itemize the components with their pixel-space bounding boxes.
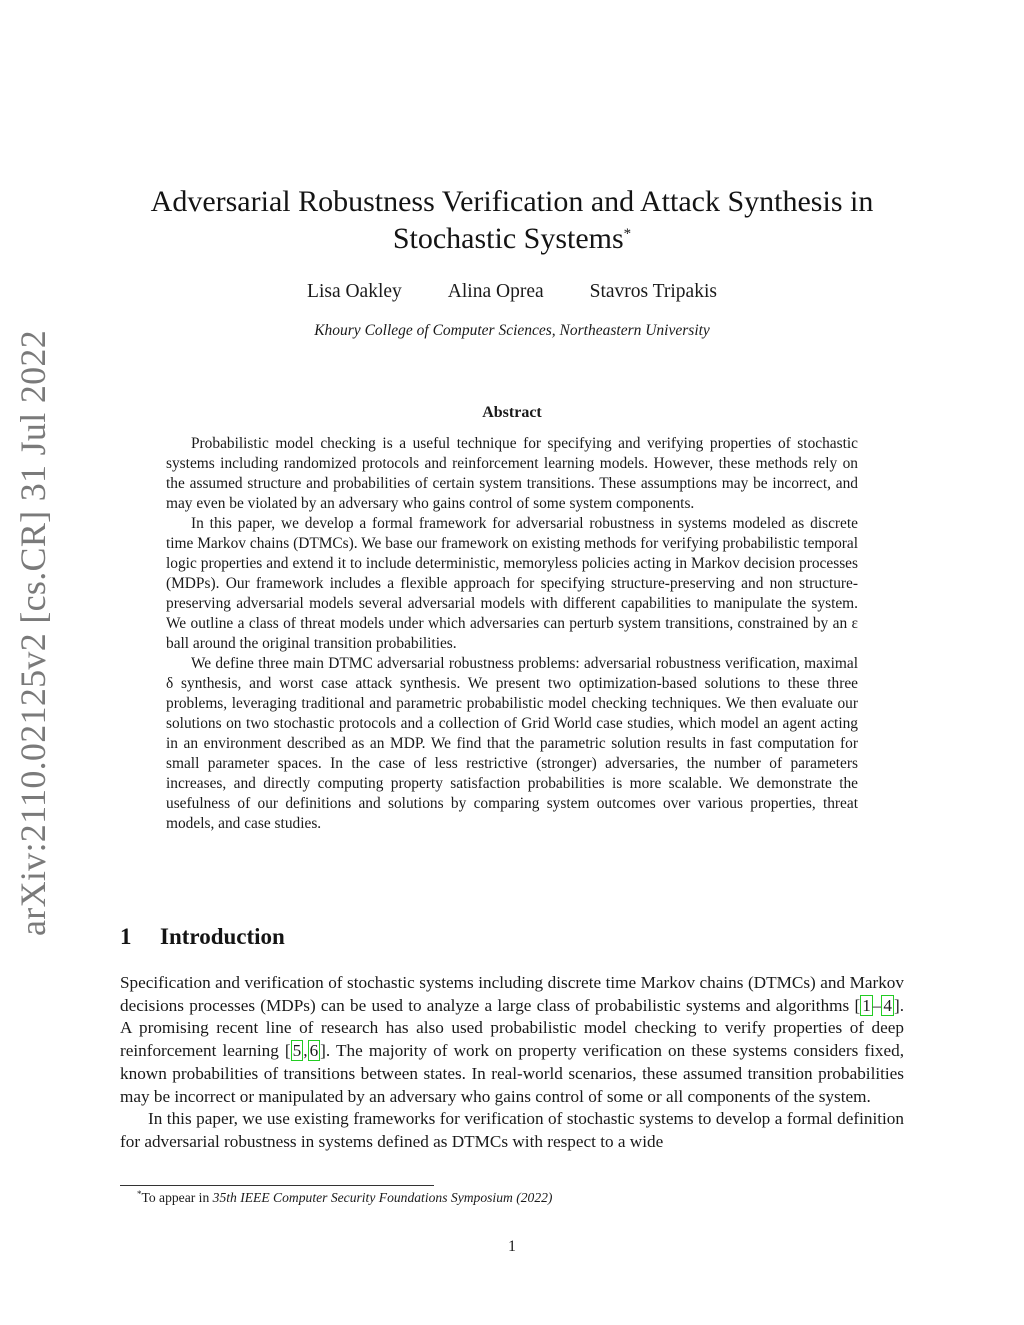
title-footnote-marker[interactable]: * — [623, 226, 632, 242]
section-number: 1 — [120, 924, 132, 949]
citation-link[interactable]: 1 — [862, 995, 871, 1015]
body-text-segment: ]. The majority of work on property verification on these systems considers fixed, known probabilities of transitions between states. In real-world scenarios, these assumed transition probabilities may be incorrect or manipulated by an adversary who gains control of some or all components of the system. — [120, 1041, 904, 1106]
title-line-2: Stochastic Systems — [392, 222, 624, 255]
abstract-heading: Abstract — [482, 404, 542, 421]
footnote-divider — [120, 1185, 434, 1186]
author-affiliation: Khoury College of Computer Sciences, Northeastern University — [314, 322, 710, 339]
citation-link[interactable]: 5 — [292, 1041, 302, 1061]
citation-link[interactable]: 6 — [309, 1041, 319, 1061]
title-line-1: Adversarial Robustness Verification and Attack Synthesis in — [150, 185, 874, 218]
abstract-paragraph: We define three main DTMC adversarial robustness problems: adversarial robustness verification, maximal δ synthesis, and worst case attack synthesis. We present two optimization-based solutions to these three problems, leveraging traditional and parametric probabilistic model checking techniques. We then evaluate our solutions on two stochastic protocols and a collection of Grid World case studies, which model an agent acting in an environment described as an MDP. We find that the parametric solution results in fast computation for small parameter spaces. In the case of less restrictive (stronger) adversaries, the number of parameters increases, and directly computing property satisfaction probabilities is more scalable. We demonstrate the usefulness of our definitions and solutions by comparing system outcomes over various properties, threat models, and case studies. — [166, 655, 858, 832]
body-paragraph: In this paper, we use existing frameworks for verification of stochastic systems to develop a formal definition for adversarial robustness in systems defined as DTMCs with respect to a wide — [120, 1109, 904, 1151]
arxiv-identifier[interactable]: arXiv:2110.02125v2 [cs.CR] 31 Jul 2022 — [13, 329, 53, 936]
author-name: Lisa Oakley — [307, 281, 402, 302]
section-body — [120, 972, 904, 1154]
body-text-segment: Specification and verification of stochastic systems including discrete time Markov chains (DTMCs) and Markov decisions processes (MDPs) can be used to analyze a large class of probabilistic systems and algorithms [ — [120, 973, 904, 1015]
citation-link[interactable]: 4 — [883, 995, 892, 1015]
section-title: Introduction — [160, 924, 285, 949]
paper-title — [120, 183, 904, 257]
body-paragraph — [120, 972, 904, 1108]
section-heading — [120, 924, 904, 950]
author-name: Stavros Tripakis — [589, 281, 717, 302]
abstract-body — [166, 434, 858, 834]
author-name: Alina Oprea — [447, 281, 544, 302]
footnote — [120, 1190, 904, 1206]
page-number: 1 — [508, 1238, 516, 1255]
footnote-marker: * — [137, 1189, 142, 1199]
citation-range-dash: – — [872, 995, 882, 1015]
abstract-paragraph: In this paper, we develop a formal framework for adversarial robustness in systems modeled as discrete time Markov chains (DTMCs). We base our framework on existing methods for verifying probabilistic temporal logic properties and extend it to include deterministic, memoryless policies acting in Markov decision processes (MDPs). Our framework includes a flexible approach for specifying structure-preserving and non structure-preserving adversarial models several adversarial models with different capabilities to manipulate the system. We outline a class of threat models under which adversaries can perturb system transitions, constrained by an ε ball around the original transition probabilities. — [166, 515, 858, 652]
abstract-paragraph: Probabilistic model checking is a useful technique for specifying and verifying properties of stochastic systems including randomized protocols and reinforcement learning models. However, these methods rely on the assumed structure and probabilities of certain system transitions. These assumptions may be incorrect, and may even be violated by an adversary who gains control of some system components. — [166, 435, 858, 512]
citation-separator: , — [303, 1041, 308, 1061]
body-text-segment: ]. A promising recent line of research has also used probabilistic model checking to verify properties of deep reinforcement learning [ — [120, 995, 904, 1061]
author-list — [120, 281, 904, 303]
footnote-prefix: To appear in — [141, 1190, 213, 1205]
footnote-venue: 35th IEEE Computer Security Foundations Symposium (2022) — [212, 1190, 553, 1205]
